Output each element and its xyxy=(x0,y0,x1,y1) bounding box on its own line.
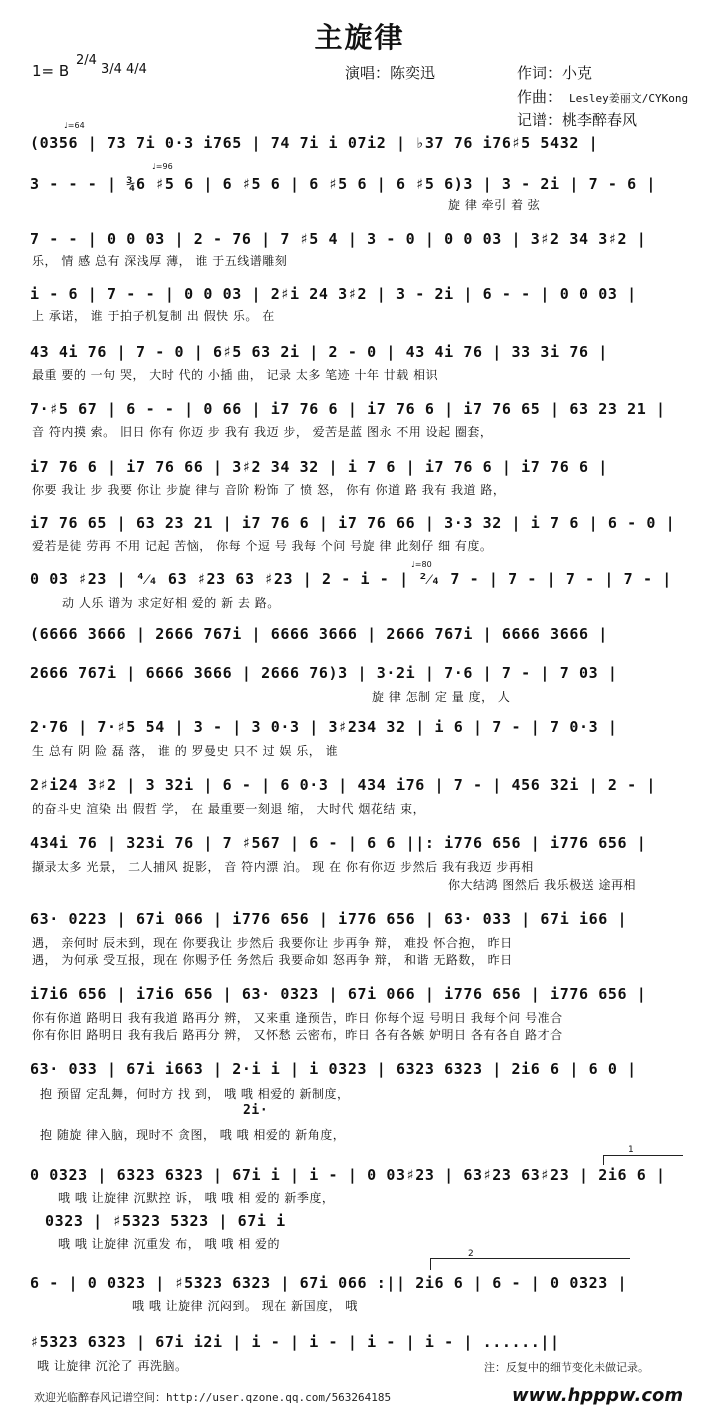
lyric-row-2: 旋 律 牵引 着 弦 xyxy=(448,198,541,212)
score-row-15: 63· 0223 | 67i 066 | i776 656 | i776 656 | 63· 033 | 67i i66 | xyxy=(30,910,628,928)
footnote: 注：反复中的细节变化未做记录。 xyxy=(484,1361,649,1374)
score-row-11: 2666 767i | 6666 3666 | 2666 76)3 | 3·2i | 7·6 | 7 - | 7 03 | xyxy=(30,664,618,682)
score-row-1: (0356 | 73 7i 0·3 i765 | 74 7i i 07i2 | ♭37 76 i76♯5 5432 | xyxy=(30,134,599,152)
tempo-mark-3: ♩=80 xyxy=(411,560,432,569)
score-row-14: 434i 76 | 323i 76 | 7 ♯567 | 6 - | 6 6 ||: i776 656 | i776 656 | xyxy=(30,834,647,852)
score-row-13: 2♯i24 3♯2 | 3 32i | 6 - | 6 0·3 | 434 i76 | 7 - | 456 32i | 2 - | xyxy=(30,776,656,794)
lyric-row-4: 上 承诺， 谁 于拍子机复制 出 假快 乐。 在 xyxy=(32,309,275,323)
lyric-row-7: 你要 我让 步 我要 你让 步旋 律与 音阶 粉饰 了 愤 怒， 你有 你道 路 我有 我道 路， xyxy=(32,483,506,497)
score-row-5: 43 4i 76 | 7 - 0 | 6♯5 63 2i | 2 - 0 | 43 4i 76 | 33 3i 76 | xyxy=(30,343,608,361)
lyric-row-5: 最重 要的 一句 哭， 大时 代的 小插 曲， 记录 太多 笔迹 十年 廿载 相识 xyxy=(32,368,439,382)
lyric-row-6: 音 符内摸 索。 旧日 你有 你迈 步 我有 我迈 步， 爱苦是蓝 图永 不用 设起 圈套， xyxy=(32,425,493,439)
time-signature-3: 4/4 xyxy=(126,62,147,77)
lyric-row-14b: 你大结鸿 图然后 我乐极送 途再相 xyxy=(448,878,636,892)
lyric-row-14a: 撷录太多 光景， 二人捕风 捉影， 音 符内漂 泊。 现 在 你有你迈 步然后 我有我迈 步再相 xyxy=(32,860,534,874)
brand-watermark: www.hpppw.com xyxy=(512,1385,684,1406)
tempo-mark-2: ♩=96 xyxy=(152,162,173,171)
lyric-row-15a: 遇， 亲何时 辰未到，现在 你要我让 步然后 我要你让 步再争 辩， 难投 怀合抱， 昨日 xyxy=(32,936,513,950)
lyric-row-18: 哦 哦 让旋律 沉默控 诉， 哦 哦 相 爱的 新季度， xyxy=(58,1191,335,1205)
score-row-17: 63· 033 | 67i i663 | 2·i i | i 0323 | 6323 6323 | 2i6 6 | 6 0 | xyxy=(30,1060,637,1078)
footer-text: 欢迎光临醉春风记谱空间：http://user.qzone.qq.com/563264185 xyxy=(34,1391,392,1404)
lyric-row-3: 乐， 情 感 总有 深浅厚 薄， 谁 于五线谱雕刻 xyxy=(32,254,288,268)
composer-label: 作曲： xyxy=(517,88,563,106)
score-row-18: 0 0323 | 6323 6323 | 67i i | i - | 0 03♯23 | 63♯23 63♯23 | 2i6 6 | xyxy=(30,1166,666,1184)
lyric-row-21: 哦 让旋律 沉沦了 再洗脑。 xyxy=(37,1359,188,1373)
score-row-10: (6666 3666 | 2666 767i | 6666 3666 | 2666 767i | 6666 3666 | xyxy=(30,625,608,643)
score-row-19: 0323 | ♯5323 5323 | 67i i xyxy=(45,1212,286,1230)
volta-bracket-2-edge xyxy=(430,1258,431,1270)
score-row-2: 3 - - - | ¾6 ♯5 6 | 6 ♯5 6 | 6 ♯5 6 | 6 ♯5 6)3 | 3 - 2i | 7 - 6 | xyxy=(30,175,656,193)
lyric-row-17a: 抱 预留 定乱舞，何时方 找 到， 哦 哦 相爱的 新制度， xyxy=(40,1087,350,1101)
score-row-9: 0 03 ♯23 | ⁴⁄₄ 63 ♯23 63 ♯23 | 2 - i - | ²⁄₄ 7 - | 7 - | 7 - | 7 - | xyxy=(30,570,672,588)
lyric-row-20: 哦 哦 让旋律 沉闷到。 现在 新国度， 哦 xyxy=(132,1299,358,1313)
lyric-row-16a: 你有你道 路明日 我有我道 路再分 辨， 又来重 逢预告，昨日 你每个逗 号明日 我每个问 号准合 xyxy=(32,1011,563,1025)
volta-bracket-2 xyxy=(430,1258,630,1259)
time-signature-2: 3/4 xyxy=(101,62,122,77)
lyric-row-13: 的奋斗史 渲染 出 假哲 学， 在 最重要一刻退 缩， 大时代 烟花结 束， xyxy=(32,802,426,816)
key-signature: 1= B xyxy=(32,62,70,80)
score-row-8: i7 76 65 | 63 23 21 | i7 76 6 | i7 76 66 | 3·3 32 | i 7 6 | 6 - 0 | xyxy=(30,514,676,532)
score-row-6: 7·♯5 67 | 6 - - | 0 66 | i7 76 6 | i7 76 6 | i7 76 65 | 63 23 21 | xyxy=(30,400,666,418)
volta-label-1: 1 xyxy=(628,1145,634,1155)
tempo-mark-1: ♩=64 xyxy=(64,121,85,130)
extra-notes: 2i· xyxy=(243,1103,269,1118)
score-row-21: ♯5323 6323 | 67i i2i | i - | i - | i - | i - | ......|| xyxy=(30,1333,560,1351)
lyric-row-9: 动 人乐 谱为 求定好相 爱的 新 去 路。 xyxy=(62,596,280,610)
lyric-row-16b: 你有你旧 路明日 我有我后 路再分 辨， 又怀愁 云密布，昨日 各有各嫉 妒明日 各有各自 路才合 xyxy=(32,1028,563,1042)
song-title: 主旋律 xyxy=(314,21,405,54)
lyricist: 作词：小克 xyxy=(517,64,593,82)
score-row-12: 2·76 | 7·♯5 54 | 3 - | 3 0·3 | 3♯234 32 | i 6 | 7 - | 7 0·3 | xyxy=(30,718,618,736)
lyric-row-8: 爱若是徒 劳再 不用 记起 苦恼， 你每 个逗 号 我每 个问 号旋 律 此刻仔 细 有度。 xyxy=(32,539,493,553)
lyric-row-11: 旋 律 怎制 定 量 度， 人 xyxy=(372,690,511,704)
score-row-3: 7 - - | 0 0 03 | 2 - 76 | 7 ♯5 4 | 3 - 0 | 0 0 03 | 3♯2 34 3♯2 | xyxy=(30,230,647,248)
score-row-4: i - 6 | 7 - - | 0 0 03 | 2♯i 24 3♯2 | 3 - 2i | 6 - - | 0 0 03 | xyxy=(30,285,637,303)
transcriber: 记谱：桃李醉春风 xyxy=(517,111,638,129)
volta-label-2: 2 xyxy=(468,1249,474,1259)
lyric-row-15b: 遇， 为何承 受互报，现在 你赐予任 务然后 我要命如 怒再争 辩， 和谐 无路数， 昨日 xyxy=(32,953,513,967)
score-row-16: i7i6 656 | i7i6 656 | 63· 0323 | 67i 066 | i776 656 | i776 656 | xyxy=(30,985,647,1003)
composer: Lesley姜丽文/CYKong xyxy=(569,92,689,105)
volta-bracket-1-edge xyxy=(603,1155,604,1165)
score-row-20: 6 - | 0 0323 | ♯5323 6323 | 67i 066 :|| 2i6 6 | 6 - | 0 0323 | xyxy=(30,1274,628,1292)
time-signature-1: 2/4 xyxy=(76,53,97,68)
lyric-row-12: 生 总有 阴 险 磊 落， 谁 的 罗曼史 只不 过 娱 乐， 谁 xyxy=(32,744,339,758)
volta-bracket-1 xyxy=(603,1155,683,1156)
singer: 演唱：陈奕迅 xyxy=(345,64,436,82)
lyric-row-19: 哦 哦 让旋律 沉重发 布， 哦 哦 相 爱的 xyxy=(58,1237,281,1251)
score-row-7: i7 76 6 | i7 76 66 | 3♯2 34 32 | i 7 6 | i7 76 6 | i7 76 6 | xyxy=(30,458,608,476)
lyric-row-17b: 抱 随旋 律入脑，现时不 贪图， 哦 哦 相爱的 新角度， xyxy=(40,1128,346,1142)
